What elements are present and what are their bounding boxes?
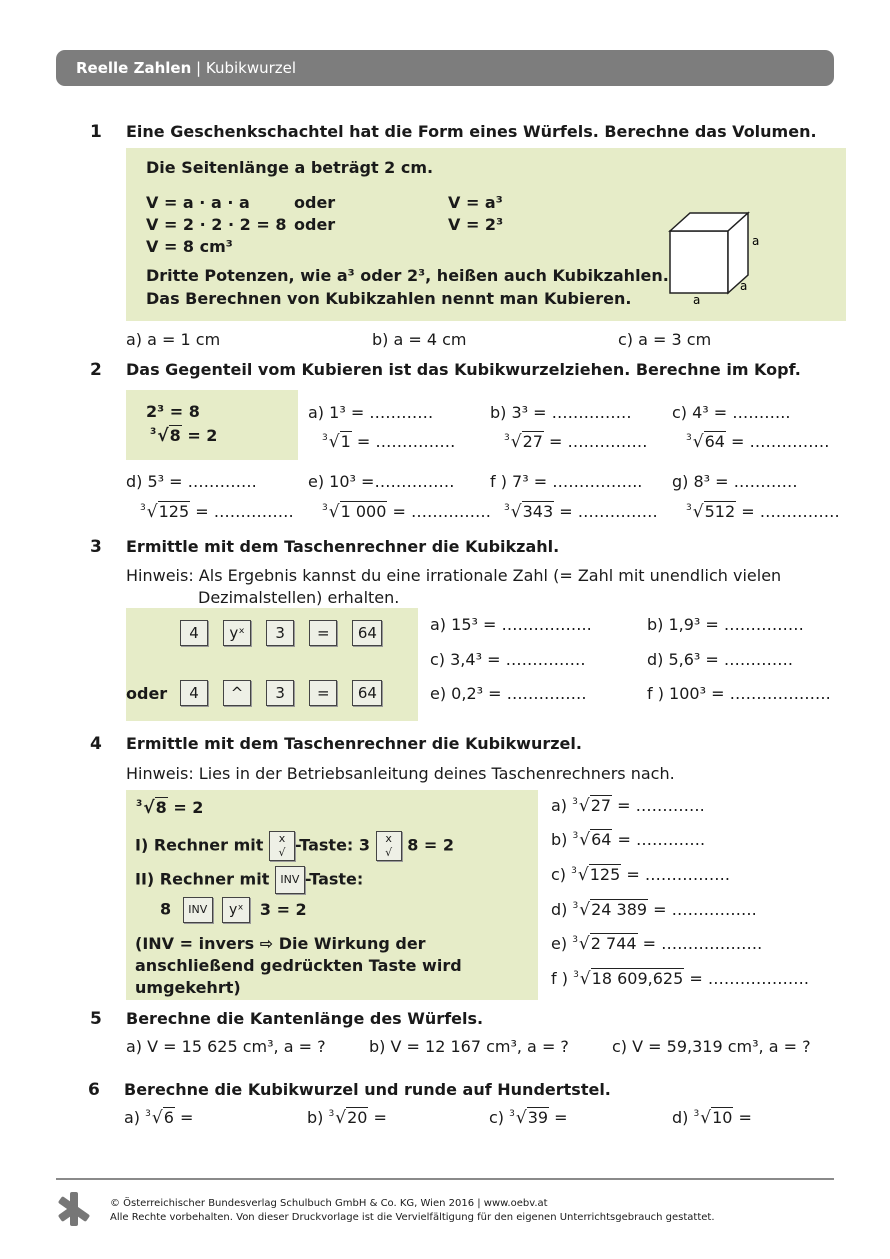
- task-1-c: c) a = 3 cm: [618, 330, 712, 349]
- cube-illustration: [660, 205, 770, 310]
- calc-key: 4: [180, 620, 208, 646]
- task-1-formula-1c: V = a³: [448, 193, 503, 212]
- task-2-example-box: [126, 390, 298, 460]
- task-2-e-root: $^3$√1 000 = ……………: [322, 502, 491, 522]
- task-6-number: 6: [88, 1080, 100, 1100]
- task-3-hint-2: Dezimalstellen) erhalten.: [198, 588, 400, 607]
- task-5-number: 5: [90, 1009, 102, 1029]
- task-2-example-2: $^3$√8 = 2: [150, 426, 218, 446]
- calc-key: 4: [180, 680, 208, 706]
- task-4-c: c) $^3$√125 = …………….: [551, 865, 730, 885]
- cube-label-width: a: [693, 293, 701, 307]
- task-4-a: a) $^3$√27 = ………….: [551, 796, 705, 816]
- task-2-d-power: d) 5³ = ………….: [126, 472, 257, 491]
- calc-key-power: yˣ: [223, 620, 251, 646]
- task-2-number: 2: [90, 360, 102, 380]
- header-separator: |: [196, 59, 202, 77]
- task-2-f-power: f ) 7³ = ……………..: [490, 472, 643, 491]
- calc-result: 64: [352, 680, 382, 706]
- calc-key-caret: ^: [223, 680, 251, 706]
- task-4-f: f ) $^3$√18 609,625 = ……………….: [551, 969, 809, 989]
- footer-divider: [56, 1178, 834, 1180]
- task-6-a: a) $^3$√6 =: [124, 1108, 194, 1128]
- task-4-note-1: (INV = invers ⇨ Die Wirkung der: [135, 934, 426, 953]
- task-4-e: e) $^3$√2 744 = ……………….: [551, 934, 763, 954]
- task-4-rule-2: II) Rechner mit INV -Taste:: [135, 866, 363, 894]
- task-3-oder: oder: [126, 684, 168, 703]
- task-2-a-power: a) 1³ = …………: [308, 403, 434, 422]
- task-1-formula-2a: V = 2 · 2 · 2 = 8: [146, 215, 287, 234]
- calc-key-equals: =: [309, 680, 337, 706]
- task-5-c: c) V = 59,319 cm³, a = ?: [612, 1037, 811, 1056]
- calc-key: 3: [266, 620, 294, 646]
- publisher-logo-icon: [56, 1192, 92, 1226]
- header-title: Kubikwurzel: [205, 59, 297, 77]
- task-2-d-root: $^3$√125 = ……………: [140, 502, 294, 522]
- task-2-e-power: e) 10³ =……………: [308, 472, 455, 491]
- task-6-b: b) $^3$√20 =: [307, 1108, 387, 1128]
- task-2-b-root: $^3$√27 = ……………: [504, 432, 648, 452]
- task-3-a: a) 15³ = ……………..: [430, 615, 592, 634]
- task-2-c-root: $^3$√64 = ……………: [686, 432, 830, 452]
- calc-key-xroot: x √: [376, 831, 402, 861]
- task-1-box-title: Die Seitenlänge a beträgt 2 cm.: [146, 158, 434, 177]
- task-3-key-row-1: [180, 620, 382, 646]
- task-1-note-2: Das Berechnen von Kubikzahlen nennt man Kubieren.: [146, 289, 632, 308]
- task-5-a: a) V = 15 625 cm³, a = ?: [126, 1037, 326, 1056]
- task-3-e: e) 0,2³ = ……………: [430, 684, 587, 703]
- task-5-text: Berechne die Kantenlänge des Würfels.: [126, 1009, 484, 1028]
- task-2-f-root: $^3$√343 = ……………: [504, 502, 658, 522]
- task-3-key-row-2: [180, 680, 382, 706]
- task-2-g-power: g) 8³ = …………: [672, 472, 798, 491]
- task-4-note-2: anschließend gedrückten Taste wird: [135, 956, 462, 975]
- task-4-d: d) $^3$√24 389 = …………….: [551, 900, 757, 920]
- task-1-formula-2b: oder: [294, 215, 336, 234]
- task-1-formula-3: V = 8 cm³: [146, 237, 233, 256]
- task-2-text: Das Gegenteil vom Kubieren ist das Kubikwurzelziehen. Berechne im Kopf.: [126, 360, 801, 379]
- header-title-bold: Reelle Zahlen: [76, 59, 192, 77]
- task-1-formula-1b: oder: [294, 193, 336, 212]
- task-4-text: Ermittle mit dem Taschenrechner die Kubikwurzel.: [126, 734, 582, 753]
- task-6-c: c) $^3$√39 =: [489, 1108, 568, 1128]
- task-2-b-power: b) 3³ = ……………: [490, 403, 632, 422]
- task-2-example-1: 2³ = 8: [146, 402, 200, 421]
- task-3-c: c) 3,4³ = ……………: [430, 650, 586, 669]
- task-4-rule-1: I) Rechner mit x √ -Taste: 3 x √ 8 = 2: [135, 832, 454, 859]
- task-3-text: Ermittle mit dem Taschenrechner die Kubikzahl.: [126, 537, 560, 556]
- task-2-a-root: $^3$√1 = ……………: [322, 432, 456, 452]
- footer-line-1: © Österreichischer Bundesverlag Schulbuch GmbH & Co. KG, Wien 2016 | www.oebv.at: [110, 1198, 548, 1209]
- task-1-formula-1a: V = a · a · a: [146, 193, 250, 212]
- calc-key-power: yˣ: [222, 897, 250, 923]
- task-4-b: b) $^3$√64 = ………….: [551, 830, 706, 850]
- calc-key: 3: [266, 680, 294, 706]
- cube-label-height: a: [752, 234, 760, 248]
- footer-line-2: Alle Rechte vorbehalten. Von dieser Druckvorlage ist die Vervielfältigung für den eigenen Unterrichtsgebrauch gestattet.: [110, 1212, 715, 1223]
- task-3-d: d) 5,6³ = ………….: [647, 650, 794, 669]
- calc-result: 64: [352, 620, 382, 646]
- task-5-b: b) V = 12 167 cm³, a = ?: [369, 1037, 569, 1056]
- task-4-rule-3: 8 INV yˣ 3 = 2: [160, 897, 307, 923]
- task-1-formula-2c: V = 2³: [448, 215, 504, 234]
- task-3-hint-1: Hinweis: Als Ergebnis kannst du eine irrationale Zahl (= Zahl mit unendlich vielen: [126, 566, 782, 585]
- task-4-example: $^3$√8 = 2: [136, 798, 204, 818]
- calc-key-equals: =: [309, 620, 337, 646]
- task-1-a: a) a = 1 cm: [126, 330, 221, 349]
- calc-key-xroot: x √: [269, 831, 295, 861]
- task-1-number: 1: [90, 122, 102, 142]
- calc-key-inv: INV: [275, 866, 305, 894]
- task-4-note-3: umgekehrt): [135, 978, 241, 997]
- footer-copyright: [110, 1197, 715, 1225]
- calc-key-inv: INV: [183, 897, 213, 923]
- task-3-f: f ) 100³ = ……………….: [647, 684, 831, 703]
- task-3-number: 3: [90, 537, 102, 557]
- task-3-b: b) 1,9³ = ……………: [647, 615, 804, 634]
- task-4-number: 4: [90, 734, 102, 754]
- task-2-g-root: $^3$√512 = ……………: [686, 502, 840, 522]
- cube-root-icon: √: [157, 426, 169, 446]
- task-1-b: b) a = 4 cm: [372, 330, 467, 349]
- task-1-note-1: Dritte Potenzen, wie a³ oder 2³, heißen auch Kubikzahlen.: [146, 266, 669, 285]
- cube-label-depth: a: [740, 279, 748, 293]
- task-2-c-power: c) 4³ = ………..: [672, 403, 791, 422]
- task-6-d: d) $^3$√10 =: [672, 1108, 752, 1128]
- task-6-text: Berechne die Kubikwurzel und runde auf Hundertstel.: [124, 1080, 611, 1099]
- page-header: [56, 50, 834, 86]
- task-4-hint: Hinweis: Lies in der Betriebsanleitung deines Taschenrechners nach.: [126, 764, 675, 783]
- task-1-text: Eine Geschenkschachtel hat die Form eines Würfels. Berechne das Volumen.: [126, 122, 817, 141]
